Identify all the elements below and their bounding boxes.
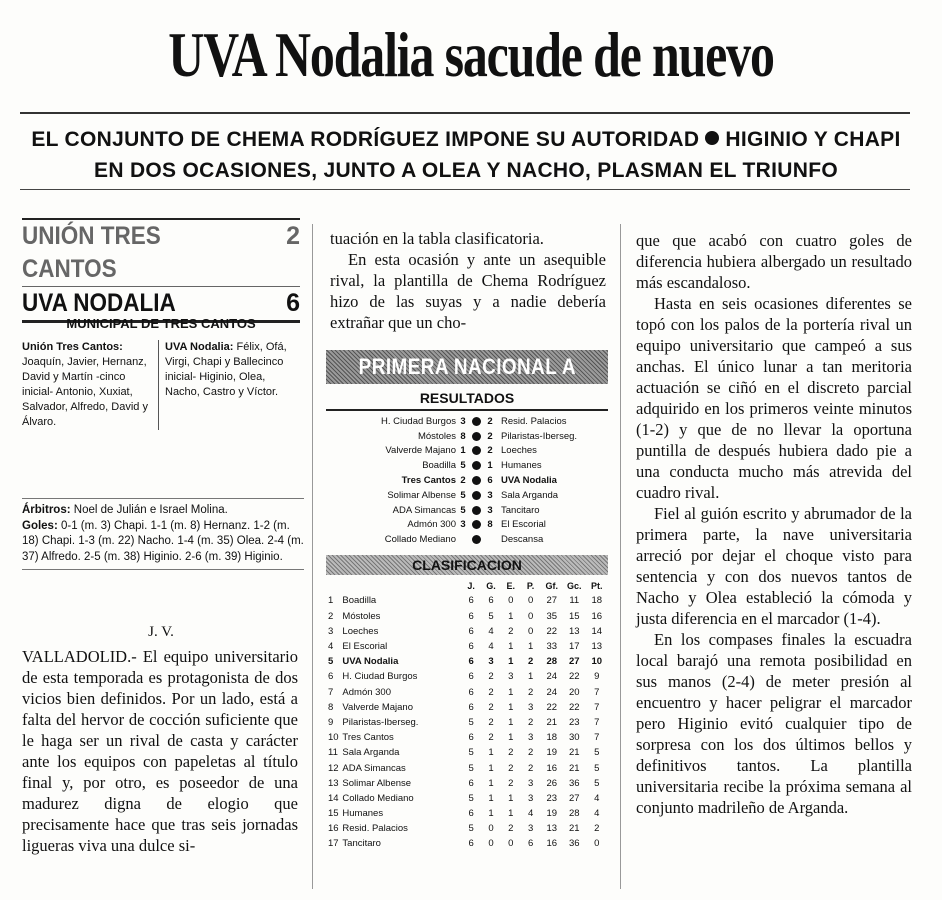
venue: MUNICIPAL DE TRES CANTOS bbox=[66, 316, 256, 331]
standings-cell: 1 bbox=[527, 671, 534, 683]
standings-cell: 5 bbox=[468, 762, 474, 774]
standings-row bbox=[326, 791, 608, 806]
standings-row bbox=[326, 593, 608, 608]
standings-cell: 16 bbox=[546, 762, 558, 774]
result-away-team: Sala Arganda bbox=[501, 489, 559, 501]
result-away-team: El Escorial bbox=[501, 519, 546, 531]
standings-team: El Escorial bbox=[342, 641, 388, 653]
standings-cell: 22 bbox=[546, 701, 558, 713]
result-home-team: Boadilla bbox=[422, 460, 456, 472]
standings-cell: 6 bbox=[527, 838, 534, 850]
result-home-team: ADA Simancas bbox=[392, 504, 456, 516]
result-away-team: Resid. Palacios bbox=[501, 415, 567, 427]
standings-position: 6 bbox=[328, 671, 334, 683]
standings-cell: 28 bbox=[546, 656, 558, 668]
result-row bbox=[326, 458, 608, 473]
standings-cell: 2 bbox=[527, 656, 534, 668]
referees-label: Árbitros: bbox=[22, 504, 71, 516]
home-lineup-text: Joaquín, Javier, Hernanz, David y Martín -cinco inicial- Antonio, Xuxiat, Salvador, Alfredo, David y Álvaro. bbox=[22, 356, 148, 428]
standings-cell: 18 bbox=[591, 595, 603, 607]
result-dot-icon bbox=[472, 417, 481, 426]
standings-cell: 2 bbox=[508, 625, 514, 637]
standings-cell: 1 bbox=[508, 610, 514, 622]
standings-cell: 23 bbox=[546, 792, 558, 804]
result-row bbox=[326, 444, 608, 459]
standings-team: Sala Arganda bbox=[342, 747, 400, 759]
home-goals: 2 bbox=[286, 222, 300, 250]
headline-rule bbox=[20, 112, 910, 114]
result-home-goals: 5 bbox=[460, 489, 466, 501]
standings-row bbox=[326, 745, 608, 760]
standings-header-cell: Gc. bbox=[567, 580, 582, 591]
result-home-team: Collado Mediano bbox=[384, 534, 456, 546]
standings-cell: 7 bbox=[594, 701, 600, 713]
standings-cell: 26 bbox=[546, 777, 558, 789]
home-lineup-label: Unión Tres Cantos: bbox=[22, 341, 123, 353]
standings-cell: 1 bbox=[488, 747, 494, 759]
standings-cell: 16 bbox=[591, 610, 603, 622]
standings-cell: 0 bbox=[527, 595, 534, 607]
standings-cell: 24 bbox=[546, 686, 558, 698]
standings-cell: 1 bbox=[488, 777, 494, 789]
standings-position: 14 bbox=[328, 792, 339, 804]
result-dot-icon bbox=[472, 461, 481, 470]
results-title: RESULTADOS bbox=[326, 390, 608, 411]
result-away-team: Humanes bbox=[501, 460, 542, 472]
result-home-goals: 5 bbox=[460, 460, 466, 472]
standings-header-cell: P. bbox=[526, 580, 535, 591]
result-home-goals: 5 bbox=[460, 504, 466, 516]
standings-cell: 19 bbox=[546, 747, 558, 759]
standings-cell: 3 bbox=[527, 777, 534, 789]
result-away-team: Descansa bbox=[501, 534, 544, 546]
standings-cell: 0 bbox=[508, 838, 514, 850]
standings-cell: 5 bbox=[594, 747, 600, 759]
standings-cell: 1 bbox=[508, 732, 514, 744]
byline: J. V. bbox=[148, 624, 174, 640]
standings-cell: 6 bbox=[468, 838, 474, 850]
standings-cell: 36 bbox=[568, 777, 580, 789]
standings-cell: 6 bbox=[468, 671, 474, 683]
standings-cell: 1 bbox=[508, 716, 514, 728]
article-column-3 bbox=[636, 230, 912, 818]
standings-cell: 0 bbox=[594, 838, 600, 850]
standings-title: CLASIFICACION bbox=[326, 555, 608, 575]
subhead-part1: EL CONJUNTO DE CHEMA RODRÍGUEZ IMPONE SU AUTORIDAD bbox=[31, 128, 700, 151]
standings-position: 2 bbox=[328, 610, 334, 622]
standings-cell: 0 bbox=[527, 625, 534, 637]
standings-cell: 1 bbox=[508, 641, 514, 653]
standings-cell: 2 bbox=[527, 762, 534, 774]
standings-position: 1 bbox=[328, 595, 334, 607]
standings-position: 16 bbox=[328, 823, 339, 835]
standings-cell: 6 bbox=[468, 595, 474, 607]
result-dot-icon bbox=[472, 520, 481, 529]
standings-header-cell: Gf. bbox=[545, 580, 558, 591]
home-lineup bbox=[22, 340, 158, 430]
lineups bbox=[22, 340, 302, 430]
standings-cell: 2 bbox=[594, 823, 600, 835]
standings-cell: 0 bbox=[508, 595, 514, 607]
standings-cell: 24 bbox=[546, 671, 558, 683]
league-banner bbox=[326, 350, 608, 384]
standings-cell: 2 bbox=[508, 747, 514, 759]
result-home-team: H. Ciudad Burgos bbox=[381, 415, 456, 427]
standings-cell: 2 bbox=[527, 716, 534, 728]
standings-cell: 36 bbox=[568, 838, 580, 850]
standings-cell: 1 bbox=[508, 701, 514, 713]
standings-team: Tancitaro bbox=[342, 838, 381, 850]
result-away-goals: 3 bbox=[487, 504, 493, 516]
result-dot-icon bbox=[472, 446, 481, 455]
subhead-part2: HIGINIO Y CHAPI EN DOS OCASIONES, JUNTO A OLEA Y NACHO, PLASMAN EL TRIUNFO bbox=[94, 128, 901, 182]
paragraph: Hasta en seis ocasiones diferentes se topó con los palos de la portería rival un equipo universitario que campeó a sus anchas. El único lunar a tan meritoria actuación se ciñó en el discreto parcial adquirido en los primeros veinte minutos (1-2) y que de no llevar la oportuna puntilla de después hubiera dado pie a una conducta mucho más atrevida del cuadro rival. bbox=[636, 294, 912, 502]
standings-position: 9 bbox=[328, 716, 334, 728]
standings-team: Admón 300 bbox=[342, 686, 391, 698]
standings-cell: 2 bbox=[488, 686, 494, 698]
standings-cell: 5 bbox=[468, 792, 474, 804]
result-row bbox=[326, 532, 608, 547]
standings-cell: 5 bbox=[468, 747, 474, 759]
standings-cell: 3 bbox=[488, 656, 494, 668]
standings-team: Solimar Albense bbox=[342, 777, 412, 789]
paragraph: Fiel al guión escrito y abrumador de la primera parte, la nave universitaria arreció por dejar el choque visto para sentencia y con dos nuevos tantos de Nacho y Olea estableció la cómoda y justa diferencia en el marcador (1-4). bbox=[636, 504, 912, 628]
result-away-goals: 1 bbox=[487, 460, 493, 472]
standings-row bbox=[326, 654, 608, 669]
result-home-goals: 3 bbox=[460, 415, 466, 427]
home-team-name: UNIÓN TRES CANTOS bbox=[22, 222, 161, 283]
match-officials-goals bbox=[22, 498, 304, 570]
standings-cell: 13 bbox=[568, 625, 580, 637]
standings-row bbox=[326, 624, 608, 639]
standings-cell: 21 bbox=[568, 762, 580, 774]
result-row bbox=[326, 414, 608, 429]
result-row bbox=[326, 518, 608, 533]
standings-cell: 6 bbox=[468, 656, 474, 668]
result-away-team: Loeches bbox=[501, 445, 537, 457]
standings-cell: 27 bbox=[568, 792, 580, 804]
result-home-goals: 3 bbox=[460, 519, 466, 531]
standings-team: H. Ciudad Burgos bbox=[342, 671, 418, 683]
standings-cell: 1 bbox=[508, 686, 514, 698]
standings-team: Tres Cantos bbox=[342, 732, 394, 744]
standings-cell: 1 bbox=[527, 641, 534, 653]
result-away-goals: 2 bbox=[487, 445, 493, 457]
standings-cell: 33 bbox=[546, 641, 558, 653]
result-dot-icon bbox=[472, 491, 481, 500]
standings-table bbox=[326, 578, 608, 851]
bullet-icon bbox=[705, 131, 719, 145]
subheadline bbox=[22, 124, 910, 186]
standings-position: 11 bbox=[328, 747, 338, 759]
column-divider bbox=[312, 224, 313, 889]
column-divider bbox=[620, 224, 621, 889]
standings-row bbox=[326, 836, 608, 851]
standings-header bbox=[326, 578, 608, 593]
standings-cell: 22 bbox=[568, 701, 580, 713]
standings-cell: 7 bbox=[594, 686, 600, 698]
standings-cell: 2 bbox=[527, 686, 534, 698]
standings-cell: 28 bbox=[568, 808, 580, 820]
standings-position: 3 bbox=[328, 625, 334, 637]
result-away-goals: 2 bbox=[487, 430, 493, 442]
standings-cell: 3 bbox=[527, 732, 534, 744]
result-dot-icon bbox=[472, 432, 481, 441]
standings-cell: 4 bbox=[594, 808, 600, 820]
standings-cell: 35 bbox=[546, 610, 558, 622]
standings-cell: 4 bbox=[594, 792, 600, 804]
standings-cell: 1 bbox=[488, 792, 494, 804]
standings-position: 13 bbox=[328, 777, 339, 789]
standings-team: Loeches bbox=[342, 625, 379, 637]
standings-cell: 0 bbox=[527, 610, 534, 622]
standings-cell: 2 bbox=[508, 823, 514, 835]
standings-team: UVA Nodalia bbox=[342, 656, 399, 668]
standings-team: Pilaristas-Iberseg. bbox=[342, 716, 419, 728]
scoreboard bbox=[22, 218, 300, 323]
result-home-team: Solimar Albense bbox=[387, 489, 456, 501]
standings-team: Resid. Palacios bbox=[342, 823, 408, 835]
standings-cell: 6 bbox=[468, 777, 474, 789]
standings-cell: 5 bbox=[468, 716, 474, 728]
standings-cell: 13 bbox=[591, 641, 603, 653]
standings-cell: 5 bbox=[594, 762, 600, 774]
paragraph: En esta ocasión y ante un asequible rival, la plantilla de Chema Rodríguez hizo de las suyas y a nadie debería extrañar que un cho- bbox=[330, 250, 606, 332]
standings-cell: 21 bbox=[546, 716, 558, 728]
standings-cell: 3 bbox=[508, 671, 514, 683]
league-name: PRIMERA NACIONAL A bbox=[358, 354, 576, 379]
paragraph: VALLADOLID.- El equipo universitario de esta temporada es protagonista de dos vicios bien definidos. Por un lado, está a falta del hervor de cocción suficiente que le haga ser un rival de casta y carácter ante los equipos con papeletas al título final y, por otro, es poseedor de una madurez digna de elogio que precisamente hace que tras seis jornadas ligueras viva una dulce si- bbox=[22, 647, 298, 855]
standings-cell: 1 bbox=[508, 808, 514, 820]
standings-cell: 2 bbox=[488, 671, 494, 683]
result-home-team: Móstoles bbox=[417, 430, 456, 442]
result-home-team: Tres Cantos bbox=[401, 475, 456, 487]
result-away-goals: 3 bbox=[487, 489, 493, 501]
standings-cell: 30 bbox=[568, 732, 580, 744]
standings-row bbox=[326, 609, 608, 624]
paragraph: tuación en la tabla clasificatoria. bbox=[330, 229, 544, 248]
standings-header-cell: G. bbox=[486, 580, 496, 591]
standings-cell: 4 bbox=[488, 641, 494, 653]
standings-team: Móstoles bbox=[342, 610, 381, 622]
standings-team: Valverde Majano bbox=[342, 701, 413, 713]
standings-cell: 10 bbox=[591, 656, 603, 668]
standings-position: 17 bbox=[328, 838, 339, 850]
standings-row bbox=[326, 715, 608, 730]
standings-cell: 19 bbox=[546, 808, 558, 820]
standings-cell: 5 bbox=[468, 823, 474, 835]
standings-cell: 22 bbox=[546, 625, 558, 637]
standings-cell: 4 bbox=[488, 625, 494, 637]
result-row bbox=[326, 488, 608, 503]
standings-cell: 6 bbox=[468, 610, 474, 622]
standings-cell: 2 bbox=[488, 716, 494, 728]
goals-list: 0-1 (m. 3) Chapi. 1-1 (m. 8) Hernanz. 1-2 (m. 18) Chapi. 1-3 (m. 22) Nacho. 1-4 (m. 35) Olea. 2-4 (m. 37) Alfredo. 2-5 (m. 38) Higinio. 2-6 (m. 39) Higinio. bbox=[22, 519, 304, 563]
standings-position: 5 bbox=[328, 656, 334, 668]
standings-cell: 1 bbox=[508, 656, 514, 668]
standings-cell: 17 bbox=[568, 641, 580, 653]
standings-team: Boadilla bbox=[342, 595, 377, 607]
standings-position: 8 bbox=[328, 701, 334, 713]
result-row bbox=[326, 503, 608, 518]
standings-cell: 16 bbox=[546, 838, 558, 850]
away-lineup bbox=[158, 340, 295, 430]
standings-cell: 13 bbox=[546, 823, 558, 835]
standings-header-cell: Pt. bbox=[591, 580, 603, 591]
result-away-goals: 6 bbox=[487, 475, 493, 487]
standings-cell: 5 bbox=[594, 777, 600, 789]
standings-cell: 27 bbox=[546, 595, 558, 607]
away-lineup-label: UVA Nodalia: bbox=[165, 341, 234, 353]
standings-cell: 4 bbox=[527, 808, 534, 820]
paragraph: En los compases finales la escuadra local barajó una remota posibilidad en sus manos (2-4) de meter presión al encuentro y hacer peligrar el marcador pero Higinio evitó cualquier tipo de sorpresa con los dos últimos bellos y definitivos tantos. La plantilla universitaria recibe la próxima semana al conjunto madrileño de Arganda. bbox=[636, 630, 912, 817]
standings-cell: 1 bbox=[508, 792, 514, 804]
result-away-goals: 8 bbox=[487, 519, 493, 531]
standings-row bbox=[326, 639, 608, 654]
result-row bbox=[326, 473, 608, 488]
result-dot-icon bbox=[472, 476, 481, 485]
results-list bbox=[326, 414, 608, 547]
article-column-1 bbox=[22, 646, 298, 856]
result-home-goals: 2 bbox=[460, 475, 466, 487]
result-home-team: Valverde Majano bbox=[385, 445, 456, 457]
standings-cell: 2 bbox=[508, 777, 514, 789]
standings-position: 4 bbox=[328, 641, 334, 653]
standings-team: Collado Mediano bbox=[342, 792, 414, 804]
standings-team: ADA Simancas bbox=[342, 762, 406, 774]
standings-cell: 2 bbox=[508, 762, 514, 774]
standings-position: 12 bbox=[328, 762, 339, 774]
standings-cell: 14 bbox=[591, 625, 603, 637]
standings-cell: 1 bbox=[488, 808, 494, 820]
standings-cell: 18 bbox=[546, 732, 558, 744]
headline: UVA Nodalia sacude de nuevo bbox=[168, 19, 774, 90]
standings-cell: 3 bbox=[527, 701, 534, 713]
standings-row bbox=[326, 684, 608, 699]
standings-row bbox=[326, 760, 608, 775]
standings-row bbox=[326, 776, 608, 791]
standings-cell: 6 bbox=[468, 686, 474, 698]
standings-header-cell: J. bbox=[467, 580, 475, 591]
away-team-name: UVA NODALIA bbox=[22, 289, 176, 317]
standings-cell: 6 bbox=[468, 641, 474, 653]
score-home-row bbox=[22, 218, 300, 287]
standings-cell: 0 bbox=[488, 823, 494, 835]
stats-box bbox=[326, 350, 608, 852]
subhead-rule bbox=[20, 189, 910, 190]
goals-label: Goles: bbox=[22, 519, 58, 532]
standings-cell: 2 bbox=[527, 747, 534, 759]
standings-cell: 22 bbox=[568, 671, 580, 683]
result-away-team: UVA Nodalia bbox=[501, 475, 557, 487]
standings-cell: 20 bbox=[568, 686, 580, 698]
result-away-goals: 2 bbox=[487, 415, 493, 427]
standings-header-cell: E. bbox=[506, 580, 516, 591]
referees: Noel de Julián e Israel Molina. bbox=[70, 504, 228, 516]
standings-cell: 6 bbox=[468, 701, 474, 713]
article-column-2 bbox=[330, 228, 606, 333]
standings-row bbox=[326, 730, 608, 745]
standings-cell: 11 bbox=[569, 595, 580, 607]
standings-cell: 21 bbox=[568, 747, 580, 759]
standings-cell: 15 bbox=[568, 610, 580, 622]
standings-cell: 6 bbox=[468, 625, 474, 637]
standings-cell: 6 bbox=[468, 808, 474, 820]
result-row bbox=[326, 429, 608, 444]
standings-cell: 0 bbox=[488, 838, 494, 850]
standings-row bbox=[326, 806, 608, 821]
standings-cell: 5 bbox=[488, 610, 494, 622]
standings-cell: 9 bbox=[594, 671, 600, 683]
result-dot-icon bbox=[472, 506, 481, 515]
result-dot-icon bbox=[472, 535, 481, 544]
standings-row bbox=[326, 700, 608, 715]
result-home-goals: 8 bbox=[460, 430, 466, 442]
standings-cell: 1 bbox=[488, 762, 494, 774]
away-lineup-text: Félix, Ofá, Virgi, Chapi y Ballecinco inicial- Higinio, Olea, Nacho, Castro y Víctor. bbox=[165, 341, 287, 398]
standings-row bbox=[326, 669, 608, 684]
standings-cell: 6 bbox=[468, 732, 474, 744]
away-goals: 6 bbox=[286, 289, 300, 317]
standings-position: 15 bbox=[328, 808, 339, 820]
standings-cell: 7 bbox=[594, 732, 600, 744]
standings-cell: 2 bbox=[488, 732, 494, 744]
standings-cell: 3 bbox=[527, 823, 534, 835]
standings-team: Humanes bbox=[342, 808, 384, 820]
standings-cell: 7 bbox=[594, 716, 600, 728]
result-home-goals: 1 bbox=[460, 445, 466, 457]
standings-cell: 27 bbox=[568, 656, 580, 668]
standings-position: 10 bbox=[328, 732, 339, 744]
standings-cell: 3 bbox=[527, 792, 534, 804]
standings-cell: 2 bbox=[488, 701, 494, 713]
standings-cell: 21 bbox=[568, 823, 580, 835]
result-away-team: Tancitaro bbox=[501, 504, 540, 516]
paragraph: que que acabó con cuatro goles de diferencia hubiera albergado un resultado más escandaloso. bbox=[636, 231, 912, 292]
result-home-team: Admón 300 bbox=[407, 519, 456, 531]
standings-position: 7 bbox=[328, 686, 334, 698]
standings-cell: 23 bbox=[568, 716, 580, 728]
standings-row bbox=[326, 821, 608, 836]
result-away-team: Pilaristas-Iberseg. bbox=[501, 430, 578, 442]
standings-cell: 6 bbox=[488, 595, 494, 607]
